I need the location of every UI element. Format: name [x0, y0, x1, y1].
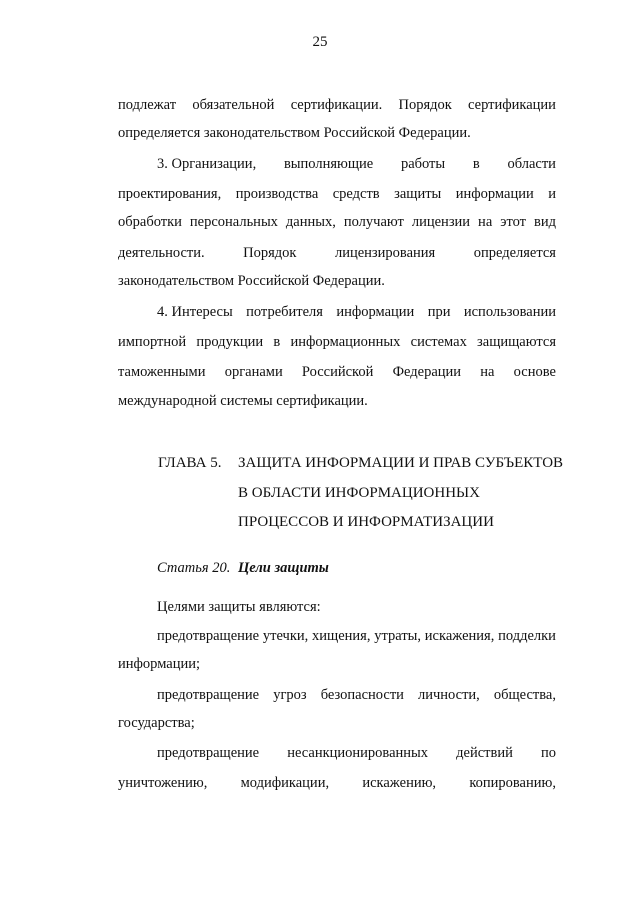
text-line: таможенными органами Российской Федерации на основе — [118, 364, 556, 380]
chapter-label: ГЛАВА 5. — [158, 455, 222, 471]
text-line: подлежат обязательной сертификации. Порядок сертификации — [118, 97, 556, 113]
article-heading — [157, 560, 329, 577]
text-line: государства; — [118, 715, 195, 731]
text-line: международной системы сертификации. — [118, 393, 368, 409]
text-line: уничтожению, модификации, искажению, копированию, — [118, 775, 556, 791]
text-line: предотвращение несанкционированных действий по — [157, 745, 556, 761]
chapter-title-line: ЗАЩИТА ИНФОРМАЦИИ И ПРАВ СУБЪЕКТОВ — [238, 455, 564, 471]
text-line: проектирования, производства средств защиты информации и — [118, 186, 556, 202]
article-number: Статья 20. — [157, 560, 231, 576]
text-line: информации; — [118, 656, 201, 672]
text-line: Целями защиты являются: — [157, 599, 321, 615]
text-line: обработки персональных данных, получают лицензии на этот вид — [118, 214, 556, 230]
text-line: импортной продукции в информационных системах защищаются — [118, 334, 556, 350]
chapter-title-line: ПРОЦЕССОВ И ИНФОРМАТИЗАЦИИ — [238, 514, 494, 530]
page-number: 25 — [312, 34, 328, 50]
text-line: предотвращение угроз безопасности личности, общества, — [157, 687, 556, 703]
text-line: 3. Организации, выполняющие работы в области — [157, 156, 556, 172]
text-line: 4. Интересы потребителя информации при использовании — [157, 304, 556, 320]
chapter-title-line: В ОБЛАСТИ ИНФОРМАЦИОННЫХ — [238, 485, 480, 501]
text-line: деятельности. Порядок лицензирования определяется — [118, 245, 556, 261]
text-line: определяется законодательством Российской Федерации. — [118, 125, 471, 141]
article-title: Цели защиты — [237, 560, 329, 576]
text-line: законодательством Российской Федерации. — [118, 273, 385, 289]
text-line: предотвращение утечки, хищения, утраты, искажения, подделки — [157, 628, 556, 644]
